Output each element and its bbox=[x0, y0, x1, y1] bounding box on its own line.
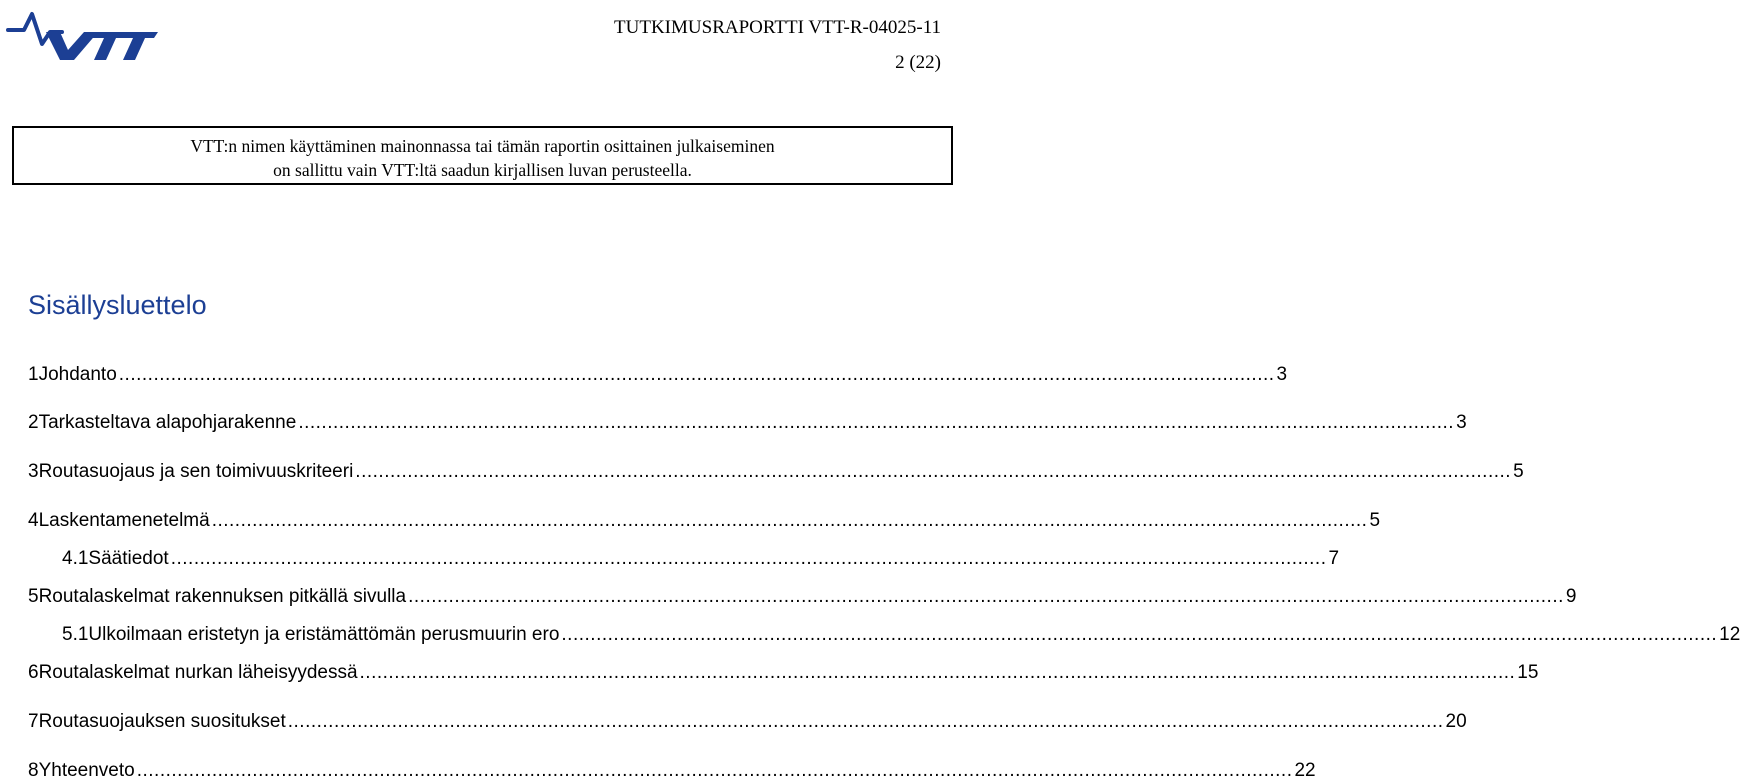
toc-entry[interactable] bbox=[28, 362, 1288, 388]
toc-leader-dots: ........................................................................................................................................................................................................ bbox=[136, 760, 1293, 781]
toc-entry[interactable] bbox=[28, 584, 1577, 610]
toc-entry-page: 7 bbox=[1328, 548, 1340, 569]
toc-entry-label: Yhteenveto bbox=[38, 760, 135, 781]
toc-entry-page: 12 bbox=[1719, 624, 1740, 645]
toc-entry[interactable] bbox=[28, 758, 1316, 784]
toc-entry-label: Tarkasteltava alapohjarakenne bbox=[38, 412, 297, 433]
toc-entry-number: 1 bbox=[28, 364, 39, 385]
toc-entry-label: Säätiedot bbox=[88, 548, 169, 569]
toc-entry-number: 8 bbox=[28, 760, 39, 781]
toc-entry[interactable] bbox=[28, 660, 1539, 686]
toc-entry-number: 4 bbox=[28, 510, 39, 531]
toc-entry-number: 7 bbox=[28, 711, 39, 732]
toc-entry-page: 5 bbox=[1513, 461, 1524, 482]
toc-entry-label: Johdanto bbox=[38, 364, 117, 385]
toc-entry-number: 3 bbox=[28, 461, 39, 482]
toc-entry[interactable] bbox=[28, 709, 1467, 735]
toc-entry-label: Ulkoilmaan eristetyn ja eristämättömän perusmuurin ero bbox=[88, 624, 560, 645]
toc-entry-number: 2 bbox=[28, 412, 39, 433]
toc-entry-number: 5 bbox=[28, 586, 39, 607]
toc-entry-label: Routasuojauksen suositukset bbox=[38, 711, 286, 732]
toc-entry-label: Routalaskelmat nurkan läheisyydessä bbox=[38, 662, 358, 683]
toc-subentry[interactable] bbox=[28, 546, 1340, 572]
toc-entry-page: 5 bbox=[1369, 510, 1381, 531]
confidentiality-notice bbox=[12, 126, 953, 185]
toc-entry-number: 4.1 bbox=[62, 548, 89, 569]
toc-leader-dots: ........................................................................................................................................................................................................ bbox=[355, 461, 1512, 482]
toc-entry-label: Laskentamenetelmä bbox=[38, 510, 210, 531]
toc-leader-dots: ........................................................................................................................................................................................................ bbox=[298, 412, 1455, 433]
notice-line-2: on sallittu vain VTT:ltä saadun kirjallisen luvan perusteella. bbox=[273, 160, 692, 180]
toc-entry[interactable] bbox=[28, 410, 1467, 436]
toc-entry-page: 20 bbox=[1445, 711, 1467, 732]
toc-title: Sisällysluettelo bbox=[28, 290, 207, 320]
toc-entry-label: Routalaskelmat rakennuksen pitkällä sivulla bbox=[38, 586, 407, 607]
report-id: TUTKIMUSRAPORTTI VTT-R-04025-11 bbox=[614, 17, 941, 38]
vtt-logo-graphic bbox=[2, 4, 158, 60]
toc-entry-page: 3 bbox=[1276, 364, 1288, 385]
toc-leader-dots: ........................................................................................................................................................................................................ bbox=[359, 662, 1516, 683]
notice-line-1: VTT:n nimen käyttäminen mainonnassa tai tämän raportin osittainen julkaiseminen bbox=[190, 136, 775, 156]
toc-entry-page: 9 bbox=[1565, 586, 1577, 607]
vtt-logo bbox=[2, 4, 158, 60]
toc-leader-dots: ........................................................................................................................................................................................................ bbox=[118, 364, 1275, 385]
toc-subentry[interactable] bbox=[28, 622, 1740, 648]
toc-entry[interactable] bbox=[28, 508, 1381, 534]
toc-leader-dots: ........................................................................................................................................................................................................ bbox=[408, 586, 1564, 607]
toc-leader-dots: ........................................................................................................................................................................................................ bbox=[170, 548, 1327, 569]
toc-entry[interactable] bbox=[28, 459, 1524, 485]
page-number: 2 (22) bbox=[895, 52, 941, 73]
toc-leader-dots: ........................................................................................................................................................................................................ bbox=[561, 624, 1718, 645]
toc-entry-number: 6 bbox=[28, 662, 39, 683]
toc-leader-dots: ........................................................................................................................................................................................................ bbox=[287, 711, 1444, 732]
toc-entry-label: Routasuojaus ja sen toimivuuskriteeri bbox=[38, 461, 354, 482]
toc-entry-page: 22 bbox=[1294, 760, 1316, 781]
toc-entry-number: 5.1 bbox=[62, 624, 89, 645]
toc-entry-page: 3 bbox=[1456, 412, 1467, 433]
toc-entry-page: 15 bbox=[1517, 662, 1539, 683]
toc-leader-dots: ........................................................................................................................................................................................................ bbox=[211, 510, 1368, 531]
